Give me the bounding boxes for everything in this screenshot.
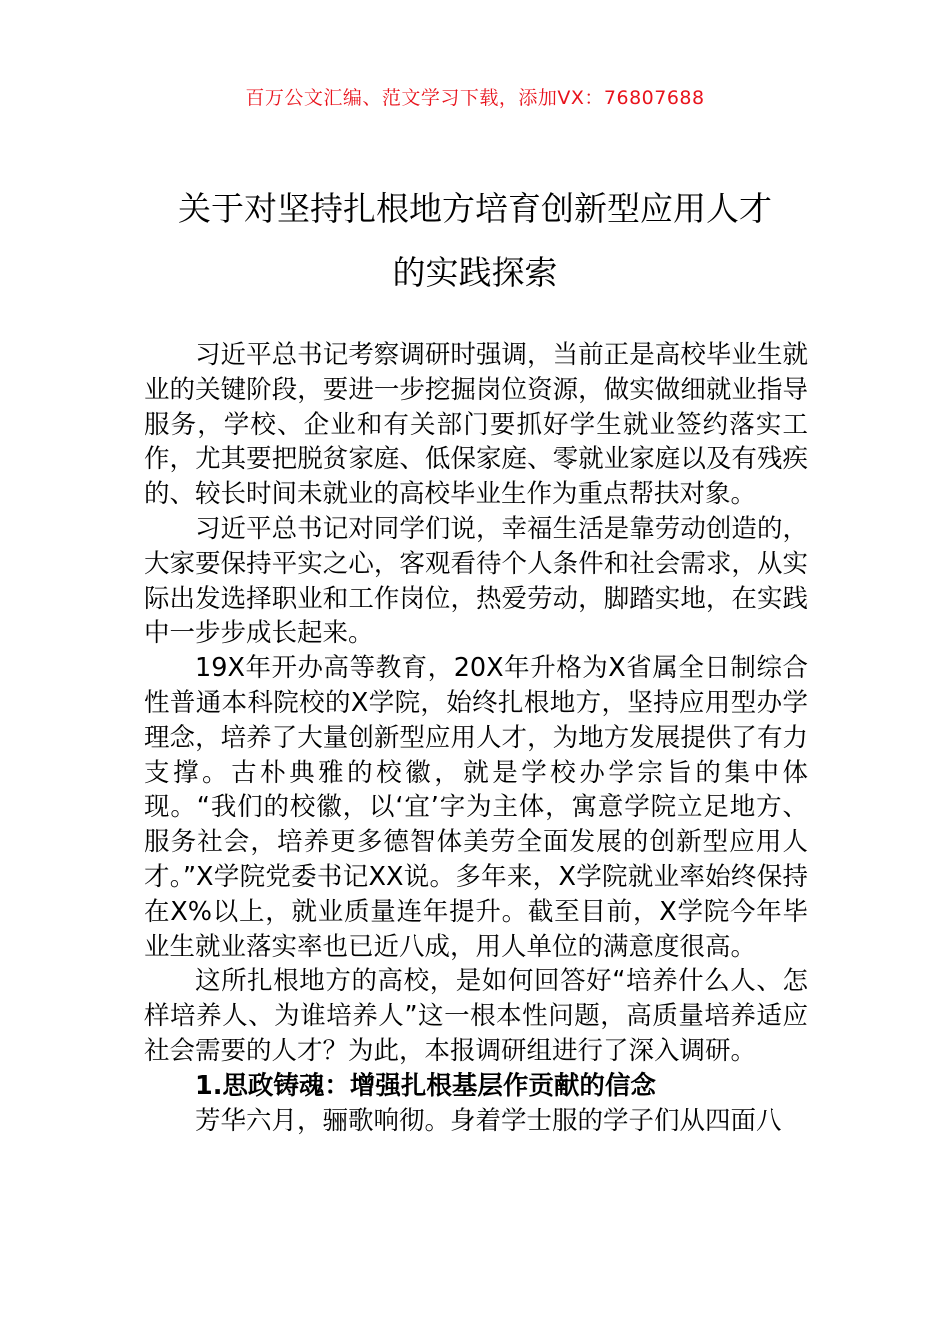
title-line-1: 关于对坚持扎根地方培育创新型应用人才: [178, 189, 772, 228]
document-body: [144, 338, 808, 1138]
paragraph: 19X年开办高等教育，20X年升格为X省属全日制综合性普通本科院校的X学院，始终扎根地方，坚持应用型办学理念，培养了大量创新型应用人才，为地方发展提供了有力支撑。古朴典雅的校徽，就是学校办学宗旨的集中体现。“我们的校徽，以‘宜’字为主体，寓意学院立足地方、服务社会，培养更多德智体美劳全面发展的创新型应用人才。”X学院党委书记XX说。多年来，X学院就业率始终保持在X%以上，就业质量连年提升。截至目前，X学院今年毕业生就业落实率也已近八成，用人单位的满意度很高。: [144, 653, 808, 962]
title-line-2: 的实践探索: [392, 253, 558, 292]
paragraph: 芳华六月，骊歌响彻。身着学士服的学子们从四面八: [195, 1105, 782, 1136]
section-heading: 1.思政铸魂：增强扎根基层作贡献的信念: [195, 1070, 656, 1101]
document-title: [100, 177, 850, 305]
paragraph: 习近平总书记对同学们说，幸福生活是靠劳动创造的，大家要保持平实之心，客观看待个人条件和社会需求，从实际出发选择职业和工作岗位，热爱劳动，脚踏实地，在实践中一步步成长起来。: [144, 513, 808, 649]
header-note: 百万公文汇编、范文学习下载，添加VX：76807688: [245, 87, 705, 109]
paragraph: 这所扎根地方的高校，是如何回答好“培养什么人、怎样培养人、为谁培养人”这一根本性问题，高质量培养适应社会需要的人才？为此，本报调研组进行了深入调研。: [144, 966, 808, 1066]
paragraph: 习近平总书记考察调研时强调，当前正是高校毕业生就业的关键阶段，要进一步挖掘岗位资源，做实做细就业指导服务，学校、企业和有关部门要抓好学生就业签约落实工作，尤其要把脱贫家庭、低保家庭、零就业家庭以及有残疾的、较长时间未就业的高校毕业生作为重点帮扶对象。: [144, 340, 808, 510]
